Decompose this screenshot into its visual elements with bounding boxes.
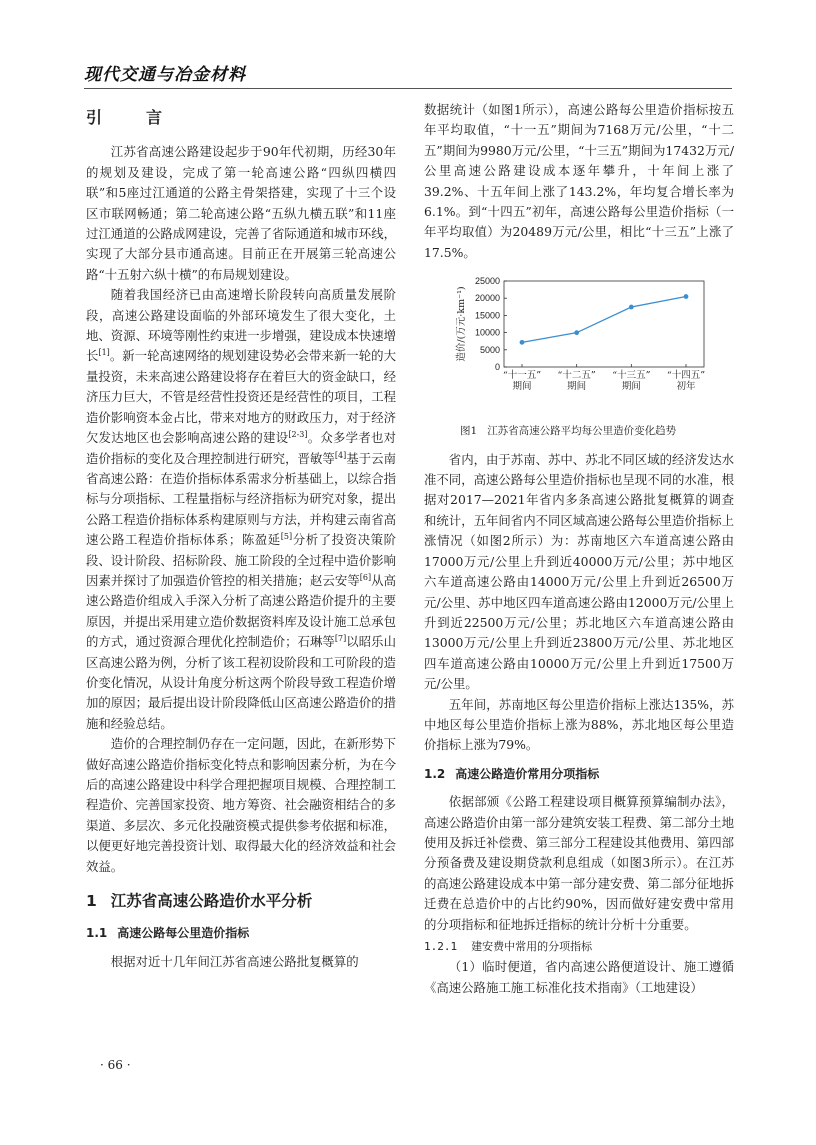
y-tick-label: 20000 — [474, 293, 500, 304]
figure-1 — [424, 271, 734, 421]
section-1-heading — [86, 891, 396, 911]
right-column — [424, 100, 734, 998]
subsection-title: 建安费中常用的分项指标 — [471, 940, 593, 953]
citation-ref: [7] — [334, 634, 347, 644]
growth-paragraph: 五年间，苏南地区每公里造价指标上涨达135%，苏中地区每公里造价指标上涨为88%，苏北地区每公里造价指标上涨为79%。 — [424, 696, 734, 753]
data-point — [520, 340, 525, 345]
journal-logo: 现代交通与冶金材料 — [84, 65, 246, 85]
subsection-number: 1.2.1 — [424, 940, 458, 953]
data-point — [629, 305, 634, 310]
subsection-number: 1.1 — [86, 926, 108, 941]
y-tick-label: 10000 — [474, 327, 500, 338]
x-tick-label: “十一五” — [502, 370, 542, 382]
section-1-2-paragraph: 依据部颁《公路工程建设项目概算预算编制办法》，高速公路造价由第一部分建筑安装工程费、第二部分土地使用及拆迁补偿费、第三部分工程建设其他费用、第四部分预备费及建设期贷款利息组成（如图3所示）。在江苏的高速公路建设成本中第一部分建安费、第二部分征地拆迁费在总造价中的占比约90%，因而做好建安费中常用的分项指标和征地拆迁指标的统计分析十分重要。 — [424, 794, 734, 932]
citation-ref: [2-3] — [288, 429, 308, 439]
y-axis-label: 造价/(万元·km⁻¹) — [456, 286, 467, 362]
subsection-title: 高速公路每公里造价指标 — [117, 926, 250, 941]
text-run: 以昭乐山区高速公路为例，分析了该工程初设阶段和工可阶段的造价变化情况，从设计角度分析这两个阶段导致工程造价增加的原因；最后提出设计阶段降低山区高速公路造价的措施和经验总结。 — [86, 634, 397, 731]
x-tick-label: 初年 — [676, 381, 696, 393]
citation-ref: [1] — [98, 348, 110, 358]
y-tick-label: 0 — [494, 362, 500, 373]
data-point — [684, 294, 689, 299]
subsection-title: 高速公路造价常用分项指标 — [455, 766, 600, 781]
text-run: 分析了投资决策阶段、设计阶段、招标阶段、施工阶段的全过程中造价影响因素并探讨了加强造价管控的相关措施；赵云安等 — [86, 532, 397, 588]
left-column — [86, 100, 396, 972]
figure-number: 图1 — [460, 425, 478, 438]
text-run: 随着我国经济已由高速增长阶段转向高质量发展阶段，高速公路建设面临的外部环境发生了很大变化，土地、资源、环境等刚性约束进一步增强，建设成本快速增长 — [86, 287, 396, 364]
figure-1-caption — [460, 421, 734, 441]
section-title: 江苏省高速公路造价水平分析 — [110, 892, 313, 911]
subsection-number: 1.2 — [424, 766, 446, 781]
section-number: 1 — [86, 892, 97, 911]
x-tick-label: “十四五” — [666, 370, 706, 382]
y-tick-label: 25000 — [474, 276, 500, 287]
subsection-1-1-heading — [86, 923, 396, 943]
header-rule — [84, 88, 732, 89]
text-run: 。新一轮高速网络的规划建设势必会带来新一轮的大量投资，未来高速公路建设将存在着巨大的资金缺口，经济压力巨大，不管是经营性投资还是经营性的项目，工程造价影响资本金占比，带来对地方的财政压力，对于经济欠发达地区也会影响高速公路的建设 — [86, 348, 397, 446]
text-run: 。众多学者也对造价指标的变化及合理控制进行研究，晋敏等 — [86, 430, 397, 466]
cost-trend-chart — [424, 271, 734, 421]
data-point — [574, 331, 579, 336]
x-tick-label: 期间 — [621, 381, 641, 393]
x-tick-label: “十三五” — [612, 370, 651, 382]
intro-paragraph-2 — [86, 285, 396, 734]
citation-ref: [6] — [359, 572, 372, 582]
citation-ref: [5] — [280, 532, 293, 541]
text-run: 基于云南省高速公路：在造价指标体系需求分析基础上，以综合指标与分项指标、工程量指标与经济指标为研究对象，提出公路工程造价指标体系构建原则与方法，并构建云南省高速公路工程造价指标体系；陈盈延 — [86, 450, 397, 548]
x-tick-label: 期间 — [567, 381, 587, 393]
intro-heading: 引 言 — [86, 108, 177, 127]
citation-ref: [4] — [334, 450, 347, 460]
intro-paragraph-3: 造价的合理控制仍存在一定问题，因此，在新形势下做好高速公路造价指标变化特点和影响因素分析，为在今后的高速公路建设中科学合理把握项目规模、合理控制工程造价、完善国家投资、地方筹资、社会融资相结合的多渠道、多层次、多元化投融资模式提供参考依据和标准，以便更好地完善投资计划、取得最大化的经济效益和社会效益。 — [86, 736, 396, 874]
section-1-1-paragraph: 根据对近十几年间江苏省高速公路批复概算的 — [110, 953, 359, 969]
x-tick-label: “十二五” — [557, 370, 596, 382]
intro-paragraph-1: 江苏省高速公路建设起步于90年代初期，历经30年的规划及建设，完成了第一轮高速公路“四纵四横四联”和5座过江通道的公路主骨架搭建，实现了十三个设区市联网畅通；第二轮高速公路“五纵九横五联”和11座过江通道的公路成网建设，完善了省际通道和城市环线，实现了大部分县市通高速。目前正在开展第三轮高速公路“十五射六纵十横”的布局规划建设。 — [86, 144, 396, 282]
y-tick-label: 15000 — [474, 310, 500, 321]
y-tick-label: 5000 — [479, 345, 500, 356]
continued-paragraph: 数据统计（如图1所示），高速公路每公里造价指标按五年平均取值，“十一五”期间为7168万元/公里，“十二五”期间为9980万元/公里，“十三五”期间为17432万元/公里高速公路建设成本逐年攀升，十年间上涨了39.2%、十五年间上涨了143.2%，年均复合增长率为6.1%。到“十四五”初年，高速公路每公里造价指标（一年平均取值）为20489万元/公里，相比“十三五”上涨了17.5%。 — [424, 102, 734, 260]
x-tick-label: 期间 — [512, 381, 532, 393]
subsection-1-2-heading — [424, 764, 734, 784]
regional-paragraph: 省内，由于苏南、苏中、苏北不同区域的经济发达水准不同，高速公路每公里造价指标也呈现不同的水准，根据对2017—2021年省内多条高速公路批复概算的调查和统计，五年间省内不同区域高速公路每公里造价指标上涨情况（如图2所示）为：苏南地区六车道高速公路由17000万元/公里上升到近40000万元/公里；苏中地区六车道高速公路由14000万元/公里上升到近26500万元/公里、苏中地区四车道高速公路由12000万元/公里上升到近22500万元/公里；苏北地区六车道高速公路由13000万元/公里上升到近23800万元/公里、苏北地区四车道高速公路由10000万元/公里上升到近17500万元/公里。 — [424, 451, 734, 692]
plot-frame — [504, 281, 704, 367]
subsection-1-2-1-heading — [424, 937, 734, 957]
figure-caption-text: 江苏省高速公路平均每公里造价变化趋势 — [487, 425, 677, 438]
section-1-2-1-paragraph: （1）临时便道，省内高速公路便道设计、施工遵循《高速公路施工施工标准化技术指南》（工地建设） — [424, 959, 734, 995]
series-line — [522, 297, 686, 343]
page-number: · 66 · — [100, 1058, 131, 1072]
text-run: 从高速公路造价组成入手深入分析了高速公路造价提升的主要原因，并提出采用建立造价数据资料库及设计施工总承包的方式，通过资源合理优化控制造价；石琳等 — [86, 572, 397, 650]
